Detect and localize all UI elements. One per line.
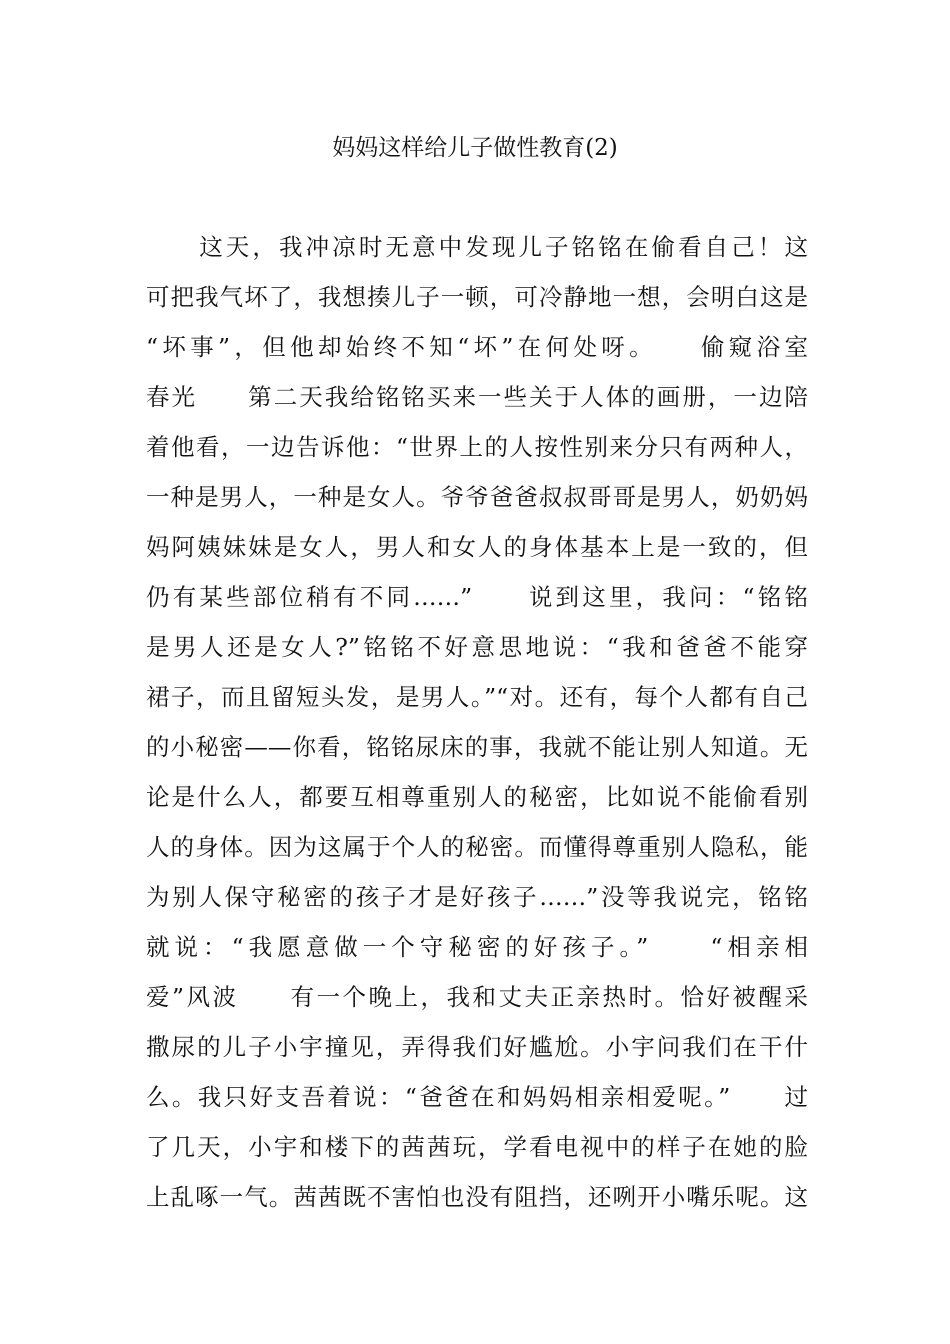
body-line: “坏事”，但他却始终不知“坏”在何处呀。 偷窥浴室 xyxy=(146,333,808,361)
body-line: 么。我只好支吾着说：“爸爸在和妈妈相亲相爱呢。” 过 xyxy=(146,1083,808,1111)
body-line: 这天，我冲凉时无意中发现儿子铭铭在偷看自己！这 xyxy=(146,233,808,261)
body-line: 撒尿的儿子小宇撞见，弄得我们好尴尬。小宇问我们在干什 xyxy=(146,1033,808,1061)
body-line: 裙子，而且留短头发，是男人。”“对。还有，每个人都有自己 xyxy=(146,683,808,711)
body-line: 人的身体。因为这属于个人的秘密。而懂得尊重别人隐私，能 xyxy=(146,833,808,861)
document-title: 妈妈这样给儿子做性教育(2) xyxy=(332,135,618,161)
body-line: 的小秘密——你看，铭铭尿床的事，我就不能让别人知道。无 xyxy=(146,733,808,761)
body-line: 了几天，小宇和楼下的茜茜玩，学看电视中的样子在她的脸 xyxy=(146,1133,808,1161)
body-line: 妈阿姨妹妹是女人，男人和女人的身体基本上是一致的，但 xyxy=(146,533,808,561)
body-line: 论是什么人，都要互相尊重别人的秘密，比如说不能偷看别 xyxy=(146,783,808,811)
document-body xyxy=(146,222,808,1222)
body-line: 就说：“我愿意做一个守秘密的好孩子。” “相亲相 xyxy=(146,933,808,961)
body-line: 上乱啄一气。茜茜既不害怕也没有阻挡，还咧开小嘴乐呢。这 xyxy=(146,1183,808,1211)
body-line: 是男人还是女人?”铭铭不好意思地说：“我和爸爸不能穿 xyxy=(146,633,808,661)
body-line: 仍有某些部位稍有不同……” 说到这里，我问：“铭铭 xyxy=(146,583,808,611)
body-line: 为别人保守秘密的孩子才是好孩子……”没等我说完，铭铭 xyxy=(146,883,808,911)
body-line: 着他看，一边告诉他：“世界上的人按性别来分只有两种人， xyxy=(146,433,808,461)
body-line: 春光 第二天我给铭铭买来一些关于人体的画册，一边陪 xyxy=(146,383,808,411)
body-line: 可把我气坏了，我想揍儿子一顿，可冷静地一想，会明白这是 xyxy=(146,283,808,311)
body-line: 爱”风波 有一个晚上，我和丈夫正亲热时。恰好被醒采 xyxy=(146,983,808,1011)
body-line: 一种是男人，一种是女人。爷爷爸爸叔叔哥哥是男人，奶奶妈 xyxy=(146,483,808,511)
